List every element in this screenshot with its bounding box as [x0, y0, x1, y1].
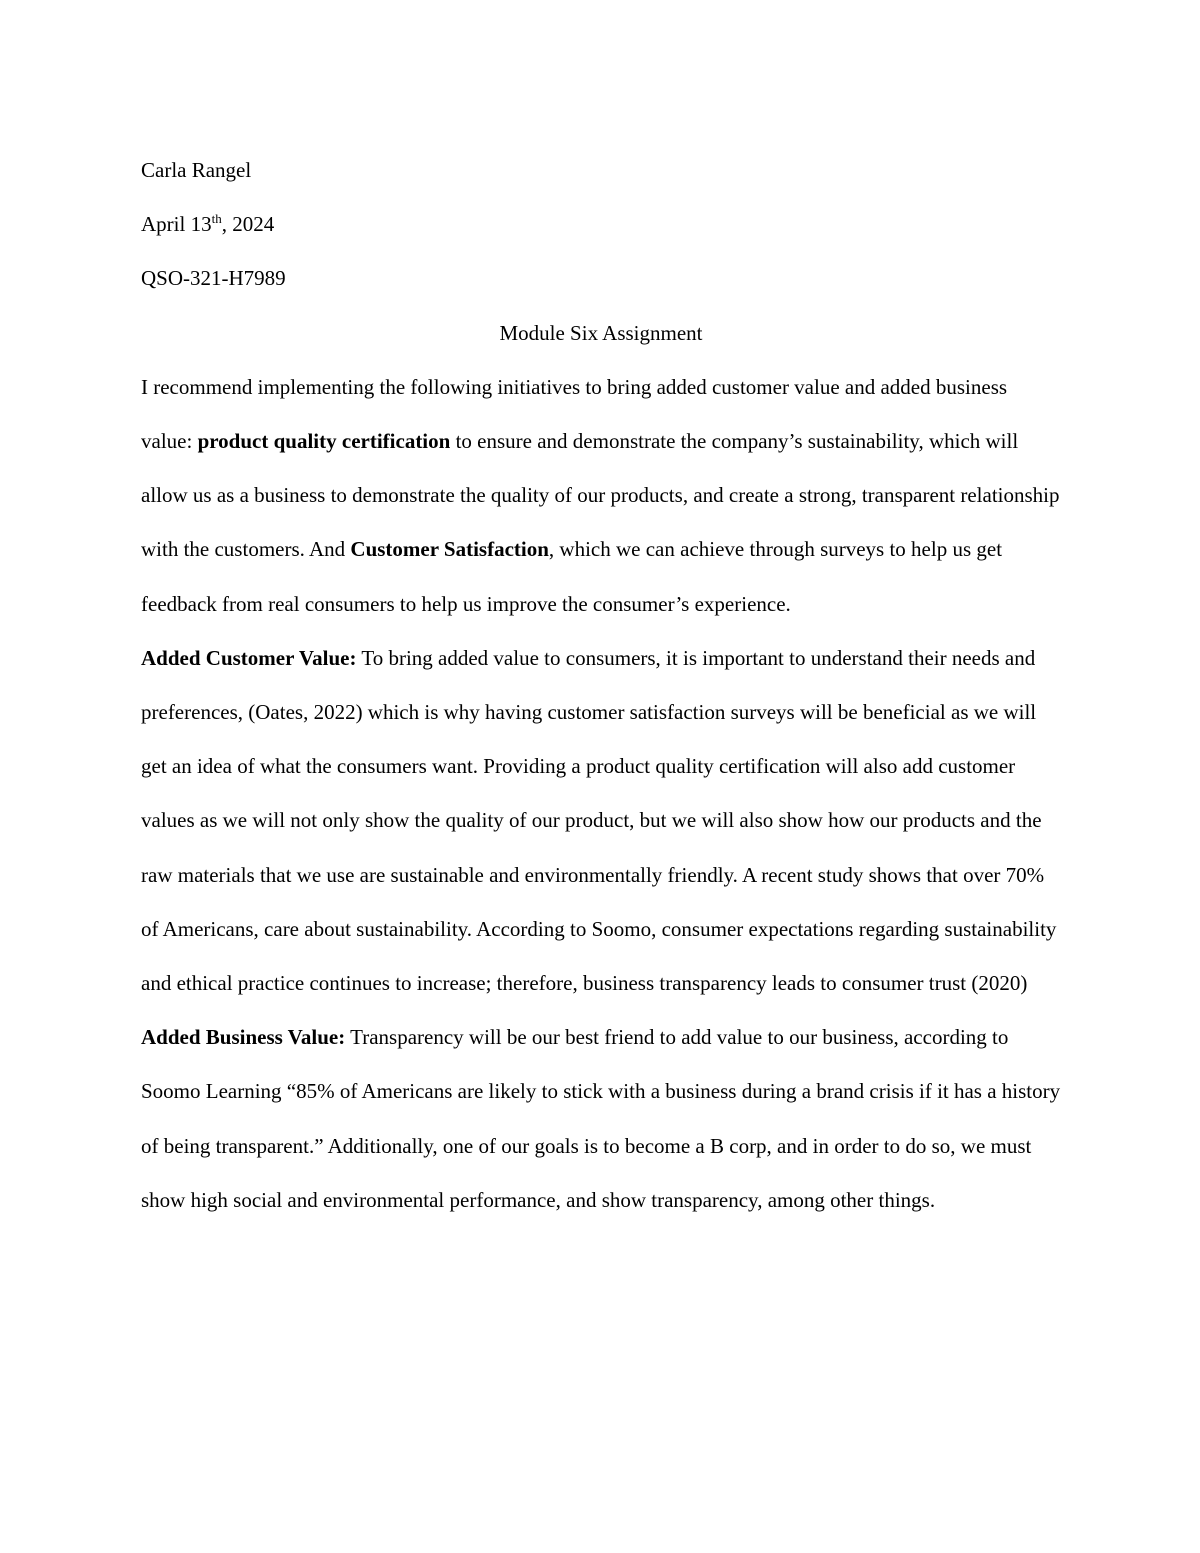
date-ordinal-suffix: th: [211, 211, 222, 227]
business-value-heading: Added Business Value:: [141, 1025, 346, 1050]
intro-text-3: , which we can achieve through surveys to help us get feedback from real consumers to help us improve the consumer’s experience.: [141, 537, 1003, 616]
intro-paragraph: [141, 360, 1061, 631]
submission-date: [141, 197, 1061, 251]
date-year: , 2024: [221, 212, 275, 237]
business-value-paragraph: [141, 1010, 1061, 1227]
intro-bold-1: product quality certification: [197, 429, 451, 454]
author-name: Carla Rangel: [141, 158, 252, 182]
date-month-day: April 13: [141, 212, 212, 237]
intro-bold-2: Customer Satisfaction: [350, 537, 549, 562]
course-code: QSO-321-H7989: [141, 266, 286, 291]
customer-value-body: To bring added value to consumers, it is important to understand their needs and preferences, (Oates, 2022) which is why having customer satisfaction surveys will be beneficial as we will get an idea of what the consumers want. Providing a product quality certification will also add customer values as we will not only show the quality of our product, but we will also show how our products and the raw materials that we use are sustainable and environmentally friendly. A recent study shows that over 70% of Americans, care about sustainability. According to Soomo, consumer expectations regarding sustainability and ethical practice continues to increase; therefore, business transparency leads to consumer trust (2020): [141, 645, 1057, 996]
customer-value-paragraph: [141, 631, 1061, 1010]
intro-text-1: I recommend implementing the following initiatives to bring added customer value and added business value:: [141, 374, 1008, 454]
business-value-body: Transparency will be our best friend to add value to our business, according to Soomo Learning “85% of Americans are likely to stick with a business during a brand crisis if it has a history of being transparent.” Additionally, one of our goals is to become a B corp, and in order to do so, we must show high social and environmental performance, and show transparency, among other things.: [141, 1025, 1061, 1212]
intro-text-2: to ensure and demonstrate the company’s sustainability, which will allow us as a business to demonstrate the quality of our products, and create a strong, transparent relationship with the customers. And: [141, 429, 1060, 562]
customer-value-heading: Added Customer Value:: [141, 645, 357, 670]
document-body: [141, 143, 1061, 1227]
document-title: Module Six Assignment: [499, 320, 703, 345]
